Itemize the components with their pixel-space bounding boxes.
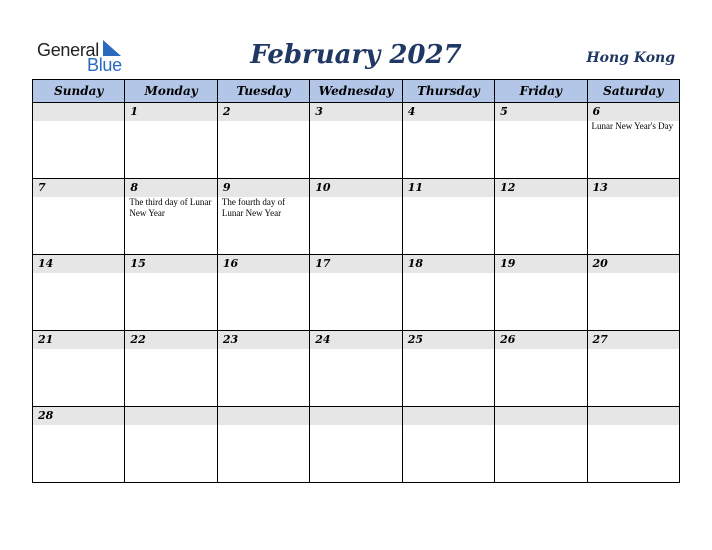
day-number: 4 (407, 105, 416, 118)
day-number: 9 (222, 181, 231, 194)
day-cell (125, 255, 217, 331)
day-cell (33, 255, 125, 331)
day-header-bar (310, 255, 401, 273)
day-header-bar (125, 331, 216, 349)
day-cell (495, 179, 587, 255)
day-header-bar (310, 103, 401, 121)
day-cell (125, 331, 217, 407)
day-cell (217, 331, 309, 407)
day-header-bar (125, 179, 216, 197)
day-cell (310, 407, 402, 483)
day-cell (402, 255, 494, 331)
logo-text-general: General (37, 40, 99, 60)
day-cell (125, 179, 217, 255)
day-header-bar (33, 255, 124, 273)
day-number: 19 (500, 257, 516, 270)
day-number: 22 (130, 333, 146, 346)
day-header-bar (495, 103, 586, 121)
day-header-bar (495, 179, 586, 197)
day-header-bar (495, 407, 586, 425)
day-number: 23 (222, 333, 239, 346)
day-cell (33, 103, 125, 179)
day-header-bar (310, 407, 401, 425)
day-cell (402, 103, 494, 179)
day-number: 14 (38, 257, 54, 270)
day-cell (125, 407, 217, 483)
day-header-bar (218, 331, 309, 349)
day-number: 11 (407, 181, 423, 194)
region-label: Hong Kong (586, 50, 675, 66)
day-cell (217, 407, 309, 483)
week-row (33, 179, 680, 255)
weekday-header-row (33, 80, 680, 103)
day-header-bar (588, 103, 679, 121)
day-header-bar (33, 331, 124, 349)
day-cell (587, 407, 679, 483)
day-header-bar (403, 103, 494, 121)
day-number: 6 (592, 105, 601, 118)
day-cell (33, 407, 125, 483)
weekday-sunday: Sunday (33, 80, 125, 103)
weekday-thursday: Thursday (402, 80, 494, 103)
day-header-bar (310, 179, 401, 197)
weekday-saturday: Saturday (587, 80, 679, 103)
holiday-event: Lunar New Year's Day (591, 121, 674, 131)
day-number: 1 (130, 105, 139, 118)
day-cell (310, 331, 402, 407)
day-cell (217, 103, 309, 179)
weekday-wednesday: Wednesday (310, 80, 402, 103)
day-header-bar (218, 179, 309, 197)
logo-text-blue: Blue (87, 55, 122, 75)
day-number: 12 (500, 181, 516, 194)
day-cell (495, 103, 587, 179)
day-cell (587, 331, 679, 407)
day-cell (402, 407, 494, 483)
day-cell (587, 179, 679, 255)
day-number: 28 (38, 409, 54, 422)
day-cell (125, 103, 217, 179)
holiday-event: The fourth day of Lunar New Year (221, 197, 286, 218)
day-number: 16 (222, 257, 239, 270)
day-cell (217, 179, 309, 255)
day-cell (217, 255, 309, 331)
day-cell (587, 255, 679, 331)
day-number: 7 (38, 181, 46, 194)
day-number: 17 (315, 257, 331, 270)
day-cell (33, 179, 125, 255)
day-cell (33, 331, 125, 407)
day-header-bar (588, 255, 679, 273)
day-cell (310, 255, 402, 331)
day-number: 24 (315, 333, 331, 346)
day-header-bar (588, 407, 679, 425)
day-number: 8 (130, 181, 139, 194)
day-header-bar (495, 255, 586, 273)
day-number: 10 (315, 181, 331, 194)
day-number: 5 (500, 105, 508, 118)
day-header-bar (218, 407, 309, 425)
weekday-friday: Friday (495, 80, 587, 103)
day-number: 25 (407, 333, 423, 346)
day-cell (495, 407, 587, 483)
day-header-bar (125, 103, 216, 121)
day-cell (310, 103, 402, 179)
day-header-bar (403, 407, 494, 425)
day-header-bar (588, 331, 679, 349)
day-header-bar (33, 407, 124, 425)
day-number: 13 (592, 181, 608, 194)
week-row (33, 103, 680, 179)
day-header-bar (125, 407, 216, 425)
day-header-bar (33, 103, 124, 121)
weekday-monday: Monday (125, 80, 217, 103)
week-row (33, 331, 680, 407)
day-cell (587, 103, 679, 179)
day-header-bar (310, 331, 401, 349)
day-number: 27 (592, 333, 608, 346)
day-header-bar (218, 255, 309, 273)
day-header-bar (33, 179, 124, 197)
day-number: 15 (130, 257, 146, 270)
day-header-bar (403, 255, 494, 273)
calendar-grid (32, 79, 680, 483)
holiday-event: The third day of Lunar New Year (129, 197, 212, 218)
day-cell (402, 331, 494, 407)
day-cell (402, 179, 494, 255)
day-header-bar (125, 255, 216, 273)
weekday-tuesday: Tuesday (217, 80, 309, 103)
day-header-bar (218, 103, 309, 121)
day-cell (495, 331, 587, 407)
day-number: 3 (315, 105, 323, 118)
week-row (33, 407, 680, 483)
week-row (33, 255, 680, 331)
day-number: 21 (38, 333, 54, 346)
day-header-bar (588, 179, 679, 197)
day-header-bar (403, 179, 494, 197)
day-header-bar (403, 331, 494, 349)
day-number: 20 (592, 257, 608, 270)
page-title: February 2027 (250, 40, 462, 70)
day-number: 26 (500, 333, 516, 346)
day-cell (495, 255, 587, 331)
day-header-bar (495, 331, 586, 349)
day-cell (310, 179, 402, 255)
day-number: 18 (407, 257, 423, 270)
day-number: 2 (222, 105, 231, 118)
